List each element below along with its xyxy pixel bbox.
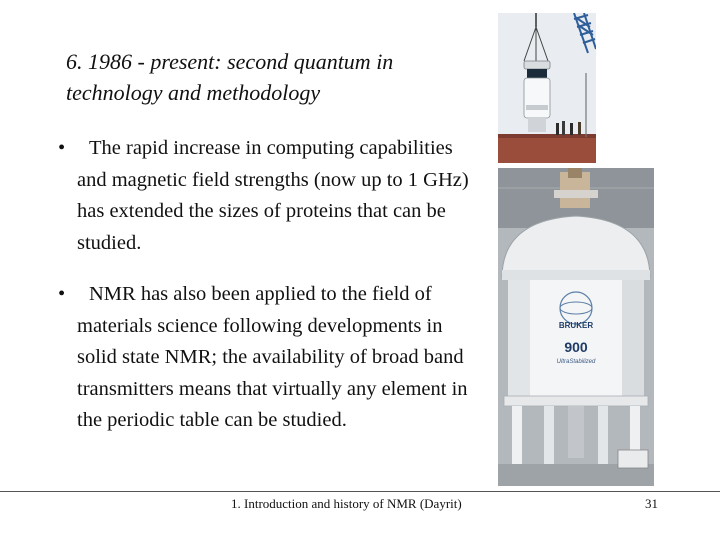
bullet-item-materials <box>52 279 472 437</box>
bullet-list <box>52 133 472 437</box>
bullet-text-materials: NMR has also been applied to the field of materials science following developments in solid state NMR; the availability of broad band transmitters means that virtually any element in the periodic table can be studied. <box>77 283 468 431</box>
bruker-brand-text: BRUKER <box>558 321 594 330</box>
bruker-caption-text: UltraStabilized <box>556 359 596 365</box>
crane-magnet-illustration <box>498 13 596 163</box>
page-number: 31 <box>645 496 658 511</box>
bullet-marker: • <box>58 137 66 159</box>
bruker-spectrometer-photo <box>498 168 654 486</box>
slide-title <box>66 46 486 108</box>
bullet-item-computing <box>52 133 472 259</box>
title-line-1: 6. 1986 - present: second quantum in <box>66 49 394 74</box>
bullet-marker: • <box>58 283 66 305</box>
title-line-2: technology and methodology <box>66 80 321 105</box>
footer-divider <box>0 491 720 492</box>
footer-text: 1. Introduction and history of NMR (Dayrit) <box>231 496 462 511</box>
crane-magnet-photo <box>498 13 596 163</box>
bullet-text-computing: The rapid increase in computing capabilities and magnetic field strengths (now up to 1 GHz) has extended the sizes of proteins that can be studied. <box>77 137 469 254</box>
bruker-spectrometer-illustration <box>498 168 654 486</box>
bruker-model-text: 900 <box>564 339 588 355</box>
